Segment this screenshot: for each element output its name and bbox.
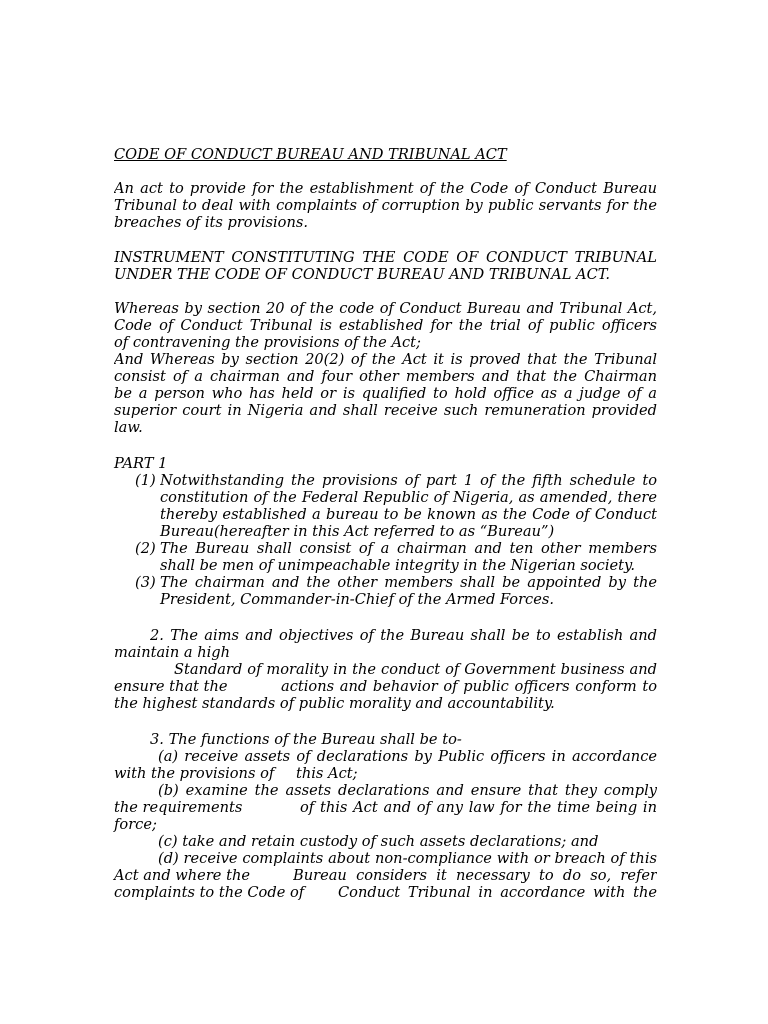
text-line: The Bureau shall consist of a chairman and ten other members: [160, 540, 657, 557]
text-line: Act and where the: [114, 867, 250, 884]
document-title: CODE OF CONDUCT BUREAU AND TRIBUNAL ACT: [114, 146, 507, 163]
text-line: complaints to the Code of: [114, 884, 305, 901]
text-line: consist of a chairman and four other members and that the Chairman: [114, 368, 657, 385]
text-line: superior court in Nigeria and shall receive such remuneration provided: [114, 402, 657, 419]
item-number: (1): [135, 472, 156, 489]
text-line: constitution of the Federal Republic of Nigeria, as amended, there: [160, 489, 657, 506]
text-line: Code of Conduct Tribunal is established for the trial of public officers: [114, 317, 657, 334]
text-line: 2. The aims and objectives of the Bureau shall be to establish and: [150, 627, 657, 644]
text-line: Bureau(hereafter in this Act referred to as “Bureau”): [160, 523, 555, 540]
text-line: (c) take and retain custody of such assets declarations; and: [158, 833, 599, 850]
text-line: breaches of its provisions.: [114, 214, 308, 231]
text-line: (b) examine the assets declarations and ensure that they comply: [158, 782, 657, 799]
text-line: Tribunal to deal with complaints of corruption by public servants for the: [114, 197, 657, 214]
text-line: ensure that the: [114, 678, 228, 695]
text-line: shall be men of unimpeachable integrity in the Nigerian society.: [160, 557, 635, 574]
text-line: this Act;: [296, 765, 358, 782]
text-line: Standard of morality in the conduct of Government business and: [174, 661, 657, 678]
text-line: President, Commander-in-Chief of the Armed Forces.: [160, 591, 554, 608]
text-line: (d) receive complaints about non-compliance with or breach of this: [158, 850, 657, 867]
item-number: (3): [135, 574, 156, 591]
text-line: An act to provide for the establishment of the Code of Conduct Bureau: [114, 180, 657, 197]
text-line: the requirements: [114, 799, 243, 816]
part-heading: PART 1: [114, 455, 168, 472]
text-line: And Whereas by section 20(2) of the Act it is proved that the Tribunal: [114, 351, 657, 368]
text-line: INSTRUMENT CONSTITUTING THE CODE OF CONDUCT TRIBUNAL: [114, 249, 657, 266]
text-line: 3. The functions of the Bureau shall be to-: [150, 731, 462, 748]
item-number: (2): [135, 540, 156, 557]
text-line: actions and behavior of public officers conform to: [281, 678, 657, 695]
text-line: (a) receive assets of declarations by Public officers in accordance: [158, 748, 657, 765]
text-line: the highest standards of public morality and accountability.: [114, 695, 555, 712]
text-line: The chairman and the other members shall be appointed by the: [160, 574, 657, 591]
text-line: be a person who has held or is qualified to hold office as a judge of a: [114, 385, 657, 402]
text-line: Conduct Tribunal in accordance with the: [338, 884, 657, 901]
text-line: UNDER THE CODE OF CONDUCT BUREAU AND TRIBUNAL ACT.: [114, 266, 610, 283]
text-line: Whereas by section 20 of the code of Conduct Bureau and Tribunal Act,: [114, 300, 657, 317]
text-line: of this Act and of any law for the time being in: [300, 799, 657, 816]
text-line: law.: [114, 419, 143, 436]
text-line: with the provisions of: [114, 765, 275, 782]
text-line: thereby established a bureau to be known as the Code of Conduct: [160, 506, 657, 523]
text-line: of contravening the provisions of the Act;: [114, 334, 421, 351]
text-line: force;: [114, 816, 157, 833]
text-line: maintain a high: [114, 644, 231, 661]
text-line: Notwithstanding the provisions of part 1 of the fifth schedule to: [160, 472, 657, 489]
text-line: Bureau considers it necessary to do so, refer: [293, 867, 657, 884]
